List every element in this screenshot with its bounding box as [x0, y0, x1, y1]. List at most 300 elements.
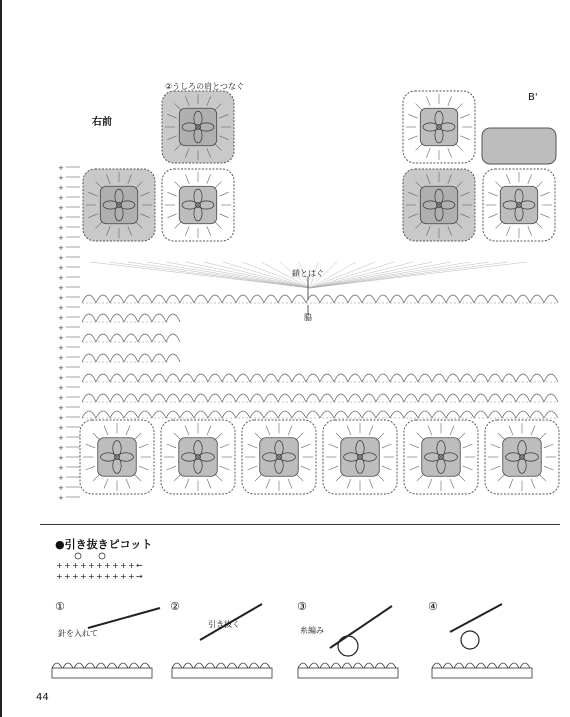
- mesh-arc: [82, 354, 96, 362]
- mesh-arc: [348, 295, 362, 303]
- mesh-arc: [152, 314, 166, 322]
- motif-stitch: [329, 444, 339, 448]
- mesh-arc: [530, 394, 544, 402]
- motif-center: [100, 186, 137, 223]
- mesh-arc: [362, 374, 376, 382]
- fabric-stitch: [331, 663, 341, 668]
- motif-stitch: [215, 433, 222, 440]
- picot-stitch-symbol: +: [128, 572, 135, 581]
- edge-stitch-symbol: +: [58, 214, 64, 222]
- neck-fan-line: [310, 262, 470, 288]
- neck-fan-line: [310, 262, 451, 288]
- motif-stitch: [207, 226, 211, 235]
- motif-stitch: [185, 426, 189, 436]
- motif-stitch: [544, 444, 554, 448]
- motif-stitch: [296, 474, 303, 481]
- mesh-arc: [96, 314, 110, 322]
- motif-stitch: [207, 426, 211, 436]
- mesh-arc: [166, 354, 180, 362]
- motif-stitch: [104, 426, 108, 436]
- edge-stitch-symbol: +: [58, 454, 64, 462]
- step-1-note: 針を入れて: [58, 629, 98, 638]
- motif-stitch: [219, 192, 228, 196]
- edge-stitch-symbol: +: [58, 234, 64, 242]
- motif-stitch: [175, 182, 182, 189]
- mesh-arc: [152, 374, 166, 382]
- motif-stitch: [220, 444, 230, 448]
- mesh-arc: [208, 374, 222, 382]
- mesh-arc: [544, 295, 558, 303]
- center-label: 脇: [304, 313, 312, 322]
- mesh-arc: [446, 374, 460, 382]
- mesh-arc: [236, 411, 250, 418]
- motif-center: [179, 186, 216, 223]
- mesh-arc: [278, 374, 292, 382]
- fabric-stitch: [454, 663, 464, 668]
- motif-center: [179, 438, 217, 476]
- mesh-arc: [250, 394, 264, 402]
- mesh-arc: [376, 374, 390, 382]
- motif-stitch: [491, 444, 501, 448]
- mesh-arc: [138, 354, 152, 362]
- fabric-stitch: [260, 663, 270, 668]
- motif-stitch: [167, 192, 176, 196]
- mesh-arc: [530, 295, 544, 303]
- fabric-stitch: [172, 663, 182, 668]
- picot-stitch-symbol: +: [80, 561, 87, 570]
- motif-stitch: [460, 136, 469, 140]
- mesh-arc: [110, 314, 124, 322]
- fabric-stitch: [194, 663, 204, 668]
- mesh-arc: [474, 295, 488, 303]
- motif-stitch: [455, 104, 462, 111]
- motif-stitch: [416, 143, 423, 150]
- fabric-stitch: [375, 663, 385, 668]
- mesh-arc: [194, 411, 208, 418]
- row-direction-arrow: →: [136, 572, 143, 581]
- mesh-arc: [544, 411, 558, 418]
- mesh-arc: [180, 295, 194, 303]
- mesh-arc: [488, 374, 502, 382]
- motif-stitch: [455, 143, 462, 150]
- mesh-arc: [376, 411, 390, 418]
- mesh-arc: [96, 374, 110, 382]
- motif-stitch: [104, 479, 108, 489]
- picot-stitch-symbol: +: [88, 561, 95, 570]
- mesh-arc: [180, 374, 194, 382]
- fabric-stitch: [74, 663, 84, 668]
- mesh-arc: [124, 394, 138, 402]
- mesh-arc: [124, 295, 138, 303]
- edge-stitch-symbol: +: [58, 464, 64, 472]
- mesh-arc: [138, 394, 152, 402]
- mesh-arc: [250, 411, 264, 418]
- mesh-arc: [446, 411, 460, 418]
- motif-stitch: [539, 433, 546, 440]
- motif-stitch: [463, 466, 473, 470]
- mesh-arc: [530, 374, 544, 382]
- neck-fan-line: [90, 262, 310, 288]
- edge-stitch-symbol: +: [58, 434, 64, 442]
- mesh-arc: [320, 411, 334, 418]
- connect-back-label: ②うしろの肩とつなぐ: [165, 82, 245, 91]
- step-4-number: ④: [428, 600, 438, 613]
- mesh-arc: [460, 411, 474, 418]
- motif-stitch: [408, 136, 417, 140]
- motif-stitch: [540, 192, 549, 196]
- motif-stitch: [248, 466, 258, 470]
- motif-stitch: [426, 96, 430, 105]
- fabric-stitch: [227, 663, 237, 668]
- motif-stitch: [215, 474, 222, 481]
- picot-stitch-symbol: +: [56, 572, 63, 581]
- right-front-label: 右前: [92, 117, 112, 128]
- mesh-arc: [502, 394, 516, 402]
- motif-stitch: [248, 444, 258, 448]
- mesh-arc: [236, 374, 250, 382]
- motif-stitch: [509, 479, 513, 489]
- mesh-arc: [404, 295, 418, 303]
- fabric-stitch: [118, 663, 128, 668]
- picot-stitch-symbol: +: [128, 561, 135, 570]
- picot-stitch-symbol: +: [56, 561, 63, 570]
- motif-stitch: [428, 426, 432, 436]
- mesh-arc: [362, 295, 376, 303]
- mesh-arc: [194, 374, 208, 382]
- mesh-arc: [138, 374, 152, 382]
- mesh-arc: [278, 394, 292, 402]
- mesh-arc: [96, 411, 110, 418]
- mesh-arc: [152, 354, 166, 362]
- motif-stitch: [535, 221, 542, 228]
- row-direction-arrow: ←: [136, 561, 143, 570]
- mesh-arc: [376, 295, 390, 303]
- mesh-arc: [446, 394, 460, 402]
- motif-stitch: [207, 479, 211, 489]
- edge-stitch-symbol: +: [58, 334, 64, 342]
- motif-stitch: [296, 433, 303, 440]
- edge-stitch-symbol: +: [58, 294, 64, 302]
- edge-stitch-symbol: +: [58, 224, 64, 232]
- motif-stitch: [463, 444, 473, 448]
- motif-stitch: [288, 426, 292, 436]
- fabric-stitch: [96, 663, 106, 668]
- motif-center: [179, 108, 216, 145]
- motif-stitch: [491, 466, 501, 470]
- edge-stitch-symbol: +: [58, 174, 64, 182]
- mesh-arc: [236, 295, 250, 303]
- mesh-arc: [194, 295, 208, 303]
- motif-stitch: [410, 466, 420, 470]
- motif-stitch: [93, 474, 100, 481]
- mesh-arc: [460, 394, 474, 402]
- fabric-stitch: [465, 663, 475, 668]
- edge-stitch-symbol: +: [58, 204, 64, 212]
- mesh-arc: [96, 295, 110, 303]
- fabric-stitch: [520, 663, 530, 668]
- motif-stitch: [496, 221, 503, 228]
- mesh-arc: [82, 394, 96, 402]
- fabric-stitch: [140, 663, 150, 668]
- mesh-arc: [208, 411, 222, 418]
- motif-center: [503, 438, 541, 476]
- motif-stitch: [185, 174, 189, 183]
- fabric-stitch: [183, 663, 193, 668]
- mesh-arc: [222, 411, 236, 418]
- edge-stitch-symbol: +: [58, 184, 64, 192]
- fabric-stitch: [129, 663, 139, 668]
- motif-stitch: [86, 444, 96, 448]
- picot-stitch-symbol: +: [80, 572, 87, 581]
- neck-fan-line: [166, 262, 310, 288]
- edge-stitch-symbol: +: [58, 374, 64, 382]
- mesh-arc: [404, 394, 418, 402]
- mesh-arc: [320, 374, 334, 382]
- edge-stitch-symbol: +: [58, 264, 64, 272]
- motif-stitch: [428, 479, 432, 489]
- motif-stitch: [207, 174, 211, 183]
- mesh-arc: [516, 295, 530, 303]
- picot-stitch-symbol: +: [88, 572, 95, 581]
- mesh-arc: [334, 394, 348, 402]
- mesh-arc: [474, 394, 488, 402]
- mesh-arc: [418, 411, 432, 418]
- mesh-arc: [124, 314, 138, 322]
- mesh-arc: [96, 394, 110, 402]
- mesh-arc: [432, 394, 446, 402]
- mesh-arc: [96, 334, 110, 342]
- edge-stitch-symbol: +: [58, 364, 64, 372]
- mesh-arc: [110, 374, 124, 382]
- mesh-arc: [460, 295, 474, 303]
- fabric-base: [52, 668, 152, 678]
- edge-stitch-symbol: +: [58, 444, 64, 452]
- motif-stitch: [450, 479, 454, 489]
- motif-stitch: [377, 474, 384, 481]
- picot-stitch-symbol: +: [72, 572, 79, 581]
- mesh-arc: [110, 354, 124, 362]
- step-3-number: ③: [297, 600, 307, 613]
- motif-stitch: [458, 474, 465, 481]
- mesh-arc: [432, 295, 446, 303]
- neck-fan-line: [109, 262, 310, 288]
- motif-stitch: [528, 174, 532, 183]
- edge-stitch-symbol: +: [58, 494, 64, 502]
- fabric-stitch: [498, 663, 508, 668]
- page-number: 44: [36, 692, 49, 703]
- motif-stitch: [509, 426, 513, 436]
- edge-stitch-symbol: +: [58, 484, 64, 492]
- motif-stitch: [539, 474, 546, 481]
- motif-stitch: [139, 444, 149, 448]
- seam-label: 鎖とはぐ: [292, 269, 324, 278]
- neck-fan-line: [310, 262, 508, 288]
- mesh-arc: [488, 411, 502, 418]
- mesh-arc: [180, 394, 194, 402]
- motif-stitch: [417, 433, 424, 440]
- motif-stitch: [408, 114, 417, 118]
- motif-stitch: [450, 426, 454, 436]
- motif-center: [98, 438, 136, 476]
- edge-stitch-symbol: +: [58, 314, 64, 322]
- fabric-stitch: [353, 663, 363, 668]
- mesh-arc: [432, 411, 446, 418]
- mesh-arc: [516, 374, 530, 382]
- crochet-hook: [88, 608, 160, 628]
- mesh-arc: [264, 374, 278, 382]
- mesh-arc: [96, 354, 110, 362]
- motif-stitch: [86, 466, 96, 470]
- mesh-arc: [166, 314, 180, 322]
- fabric-stitch: [52, 663, 62, 668]
- mesh-arc: [264, 394, 278, 402]
- picot-stitch-symbol: +: [96, 561, 103, 570]
- mesh-arc: [306, 411, 320, 418]
- picot-stitch-symbol: +: [104, 572, 111, 581]
- motif-stitch: [531, 479, 535, 489]
- mesh-arc: [208, 295, 222, 303]
- motif-center: [420, 108, 457, 145]
- mesh-arc: [222, 394, 236, 402]
- edge-stitch-symbol: +: [58, 414, 64, 422]
- motif-stitch: [214, 221, 221, 228]
- motif-stitch: [329, 466, 339, 470]
- mesh-arc: [488, 394, 502, 402]
- mesh-arc: [488, 295, 502, 303]
- mesh-arc: [166, 394, 180, 402]
- motif-stitch: [535, 182, 542, 189]
- motif-stitch: [347, 426, 351, 436]
- mesh-arc: [516, 394, 530, 402]
- picot-stitch-symbol: +: [64, 572, 71, 581]
- mesh-arc: [362, 394, 376, 402]
- mesh-arc: [82, 411, 96, 418]
- picot-stitch-symbol: +: [96, 572, 103, 581]
- yarn-loop: [338, 636, 358, 656]
- motif-stitch: [288, 479, 292, 489]
- mesh-arc: [544, 394, 558, 402]
- mesh-arc: [390, 394, 404, 402]
- fabric-stitch: [386, 663, 396, 668]
- mesh-arc: [390, 374, 404, 382]
- mesh-arc: [152, 394, 166, 402]
- motif-stitch: [167, 214, 176, 218]
- motif-stitch: [167, 444, 177, 448]
- mesh-arc: [166, 295, 180, 303]
- mesh-arc: [306, 394, 320, 402]
- mesh-arc: [502, 295, 516, 303]
- motif-center: [341, 438, 379, 476]
- technique-title: ●引き抜きピコット: [55, 538, 153, 551]
- mesh-arc: [138, 411, 152, 418]
- motif-stitch: [126, 479, 130, 489]
- motif-stitch: [498, 474, 505, 481]
- mesh-arc: [278, 295, 292, 303]
- mesh-arc: [418, 394, 432, 402]
- fabric-stitch: [509, 663, 519, 668]
- motif-stitch: [506, 174, 510, 183]
- picot-loop: [99, 553, 105, 559]
- motif-stitch: [544, 466, 554, 470]
- edge-stitch-symbol: +: [58, 384, 64, 392]
- motif-stitch: [347, 479, 351, 489]
- mesh-arc: [348, 394, 362, 402]
- mesh-arc: [82, 374, 96, 382]
- mesh-arc: [432, 374, 446, 382]
- edge-stitch-symbol: +: [58, 254, 64, 262]
- fabric-stitch: [298, 663, 308, 668]
- step-1-number: ①: [55, 600, 65, 613]
- fabric-stitch: [342, 663, 352, 668]
- picot-stitch-symbol: +: [72, 561, 79, 570]
- mesh-arc: [474, 411, 488, 418]
- mesh-arc: [474, 374, 488, 382]
- fabric-stitch: [476, 663, 486, 668]
- fabric-stitch: [309, 663, 319, 668]
- mesh-arc: [320, 295, 334, 303]
- edge-stitch-symbol: +: [58, 424, 64, 432]
- yarn-loop: [461, 631, 479, 649]
- motif-stitch: [369, 426, 373, 436]
- mesh-arc: [418, 374, 432, 382]
- fabric-stitch: [85, 663, 95, 668]
- edge-stitch-symbol: +: [58, 344, 64, 352]
- mesh-arc: [348, 374, 362, 382]
- motif-stitch: [531, 426, 535, 436]
- motif-stitch: [185, 479, 189, 489]
- mesh-arc: [404, 374, 418, 382]
- mesh-arc: [334, 411, 348, 418]
- mesh-arc: [390, 295, 404, 303]
- mesh-arc: [166, 411, 180, 418]
- neck-fan-line: [310, 262, 489, 288]
- mesh-arc: [264, 411, 278, 418]
- motif-center: [500, 186, 537, 223]
- motif-stitch: [458, 433, 465, 440]
- motif-stitch: [134, 433, 141, 440]
- step-2-number: ②: [170, 600, 180, 613]
- mesh-arc: [82, 334, 96, 342]
- motif-stitch: [448, 96, 452, 105]
- mesh-arc: [166, 334, 180, 342]
- fabric-stitch: [432, 663, 442, 668]
- motif-stitch: [255, 474, 262, 481]
- mesh-arc: [124, 411, 138, 418]
- edge-stitch-symbol: +: [58, 244, 64, 252]
- edge-stitch-symbol: +: [58, 304, 64, 312]
- mesh-arc: [320, 394, 334, 402]
- mesh-arc: [222, 295, 236, 303]
- fabric-stitch: [487, 663, 497, 668]
- motif-stitch: [382, 466, 392, 470]
- motif-stitch: [175, 221, 182, 228]
- picot-stitch-symbol: +: [120, 561, 127, 570]
- motif-stitch: [369, 479, 373, 489]
- edge-stitch-symbol: +: [58, 324, 64, 332]
- mesh-arc: [390, 411, 404, 418]
- mesh-arc: [138, 314, 152, 322]
- motif-stitch: [426, 148, 430, 157]
- mesh-arc: [334, 295, 348, 303]
- motif-stitch: [540, 214, 549, 218]
- mesh-arc: [152, 411, 166, 418]
- fabric-stitch: [443, 663, 453, 668]
- motif-stitch: [488, 214, 497, 218]
- mesh-arc: [502, 411, 516, 418]
- mesh-arc: [152, 334, 166, 342]
- edge-stitch-symbol: +: [58, 394, 64, 402]
- motif-stitch: [506, 226, 510, 235]
